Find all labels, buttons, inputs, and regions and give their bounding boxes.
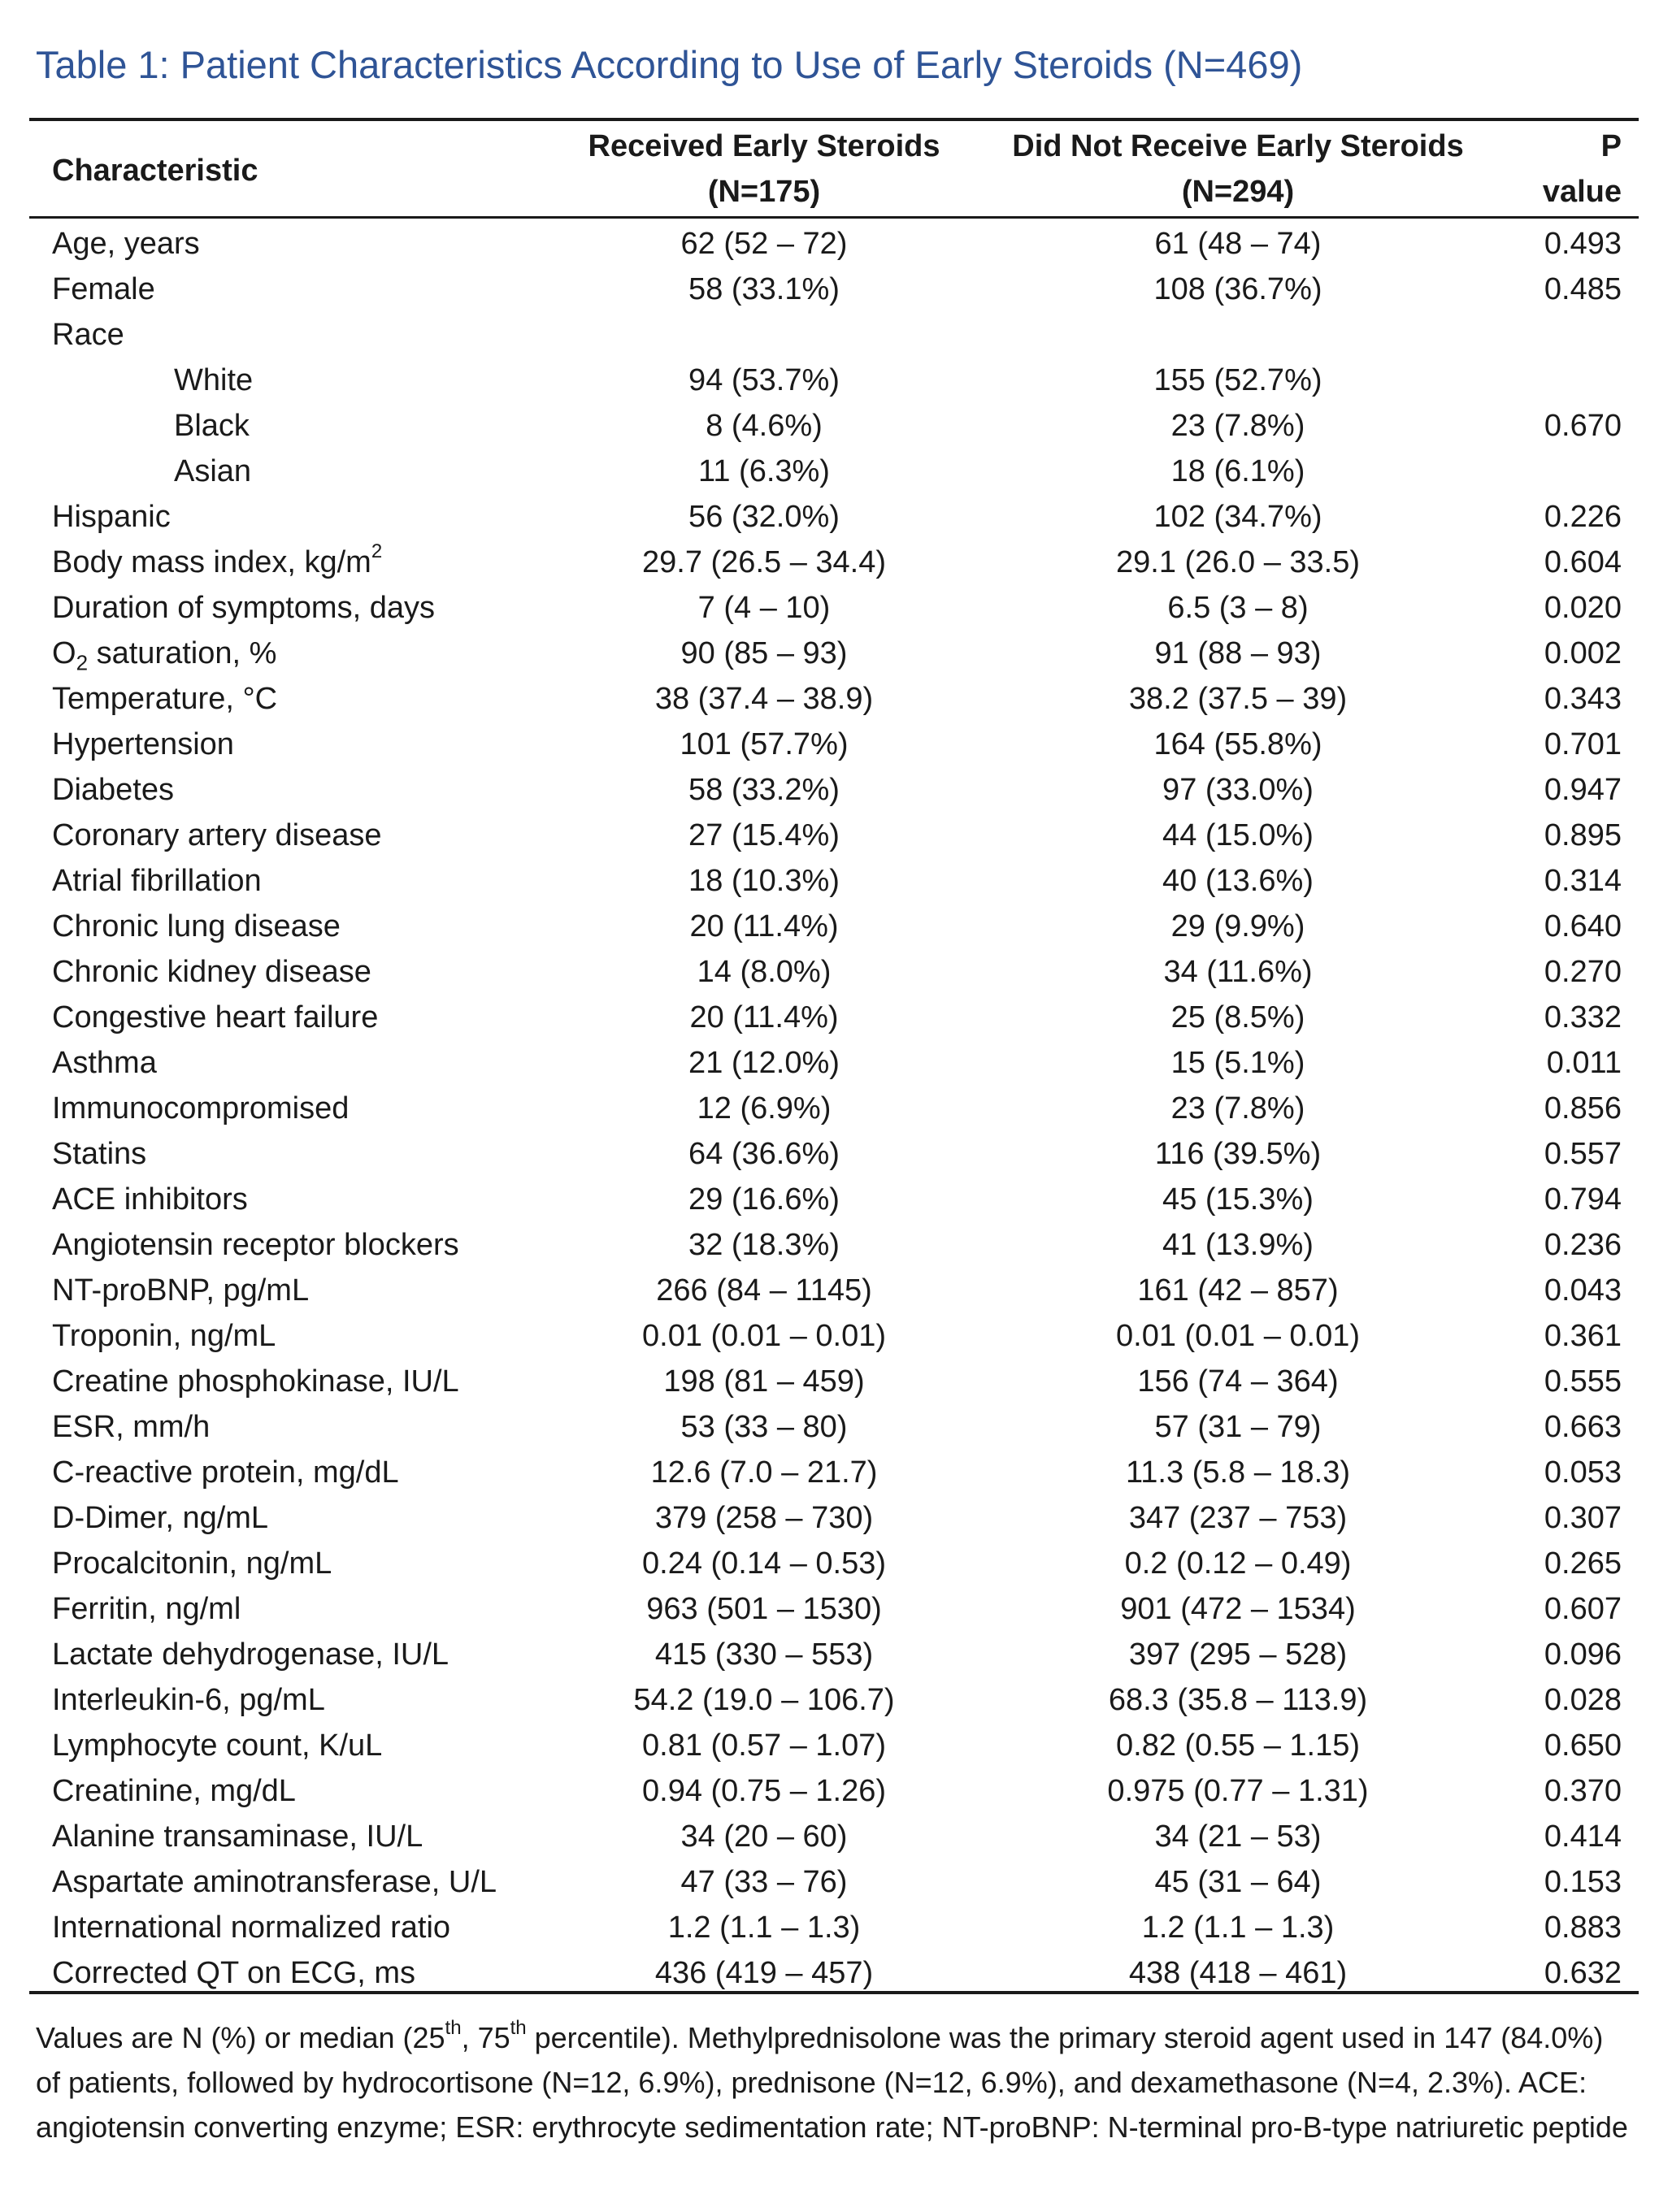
- table-row: [0, 813, 1672, 858]
- received-value: 11 (6.3%): [698, 454, 830, 488]
- row-label: [52, 1222, 459, 1268]
- received-value: 0.24 (0.14 – 0.53): [642, 1546, 886, 1581]
- table-row: [0, 1677, 1672, 1723]
- table-row: [0, 1450, 1672, 1495]
- p-value: 0.053: [1544, 1455, 1622, 1490]
- p-value: 0.236: [1544, 1228, 1622, 1262]
- table-row: [0, 1768, 1672, 1814]
- not-received-value: 34 (11.6%): [1163, 955, 1313, 989]
- table-row: [0, 1586, 1672, 1632]
- row-label-text: Coronary artery disease: [52, 818, 382, 852]
- p-value: 0.343: [1544, 682, 1622, 716]
- not-received-value: 0.2 (0.12 – 0.49): [1124, 1546, 1352, 1581]
- table-row: [0, 858, 1672, 904]
- not-received-value: 41 (13.9%): [1162, 1228, 1314, 1262]
- row-label-text: C-reactive protein, mg/dL: [52, 1455, 399, 1490]
- row-label-text: Lactate dehydrogenase, IU/L: [52, 1637, 449, 1672]
- row-label-text: NT-proBNP, pg/mL: [52, 1273, 310, 1308]
- p-value: 0.011: [1546, 1046, 1622, 1080]
- header-characteristic: Characteristic: [52, 154, 258, 188]
- p-value: 0.493: [1544, 227, 1622, 261]
- table-row: [0, 1814, 1672, 1859]
- not-received-value: 34 (21 – 53): [1154, 1819, 1322, 1854]
- row-label-subscript: 2: [76, 650, 89, 675]
- p-value: 0.670: [1544, 409, 1622, 443]
- not-received-value: 6.5 (3 – 8): [1167, 591, 1309, 625]
- row-label: [174, 449, 251, 494]
- table-row: [0, 1723, 1672, 1768]
- not-received-value: 102 (34.7%): [1153, 500, 1322, 534]
- not-received-value: 97 (33.0%): [1162, 773, 1314, 807]
- received-value: 0.81 (0.57 – 1.07): [642, 1728, 886, 1763]
- not-received-value: 57 (31 – 79): [1154, 1410, 1322, 1444]
- row-label-text: Angiotensin receptor blockers: [52, 1228, 459, 1262]
- p-value: 0.370: [1544, 1774, 1622, 1808]
- footnote-sup1: th: [445, 2017, 462, 2039]
- p-value: 0.043: [1544, 1273, 1622, 1308]
- p-value: 0.650: [1544, 1728, 1622, 1763]
- table-row: [0, 540, 1672, 585]
- received-value: 18 (10.3%): [688, 864, 840, 898]
- received-value: 58 (33.1%): [688, 272, 840, 306]
- table-row: [0, 358, 1672, 403]
- not-received-value: 25 (8.5%): [1170, 1000, 1305, 1034]
- not-received-value: 108 (36.7%): [1153, 272, 1322, 306]
- p-value: 0.153: [1544, 1865, 1622, 1899]
- row-label: [52, 1677, 325, 1723]
- not-received-value: 18 (6.1%): [1170, 454, 1305, 488]
- received-value: 94 (53.7%): [688, 363, 840, 397]
- p-value: 0.096: [1544, 1637, 1622, 1672]
- received-value: 12.6 (7.0 – 21.7): [650, 1455, 878, 1490]
- table-row: [0, 1222, 1672, 1268]
- row-label-text: Asian: [174, 454, 252, 488]
- received-value: 266 (84 – 1145): [656, 1273, 872, 1308]
- not-received-value: 0.01 (0.01 – 0.01): [1116, 1319, 1360, 1353]
- not-received-value: 23 (7.8%): [1170, 1091, 1305, 1126]
- not-received-value: 29 (9.9%): [1170, 909, 1305, 943]
- table-row: [0, 403, 1672, 449]
- not-received-value: 901 (472 – 1534): [1120, 1592, 1356, 1626]
- row-label: [52, 1086, 349, 1131]
- not-received-value: 397 (295 – 528): [1128, 1637, 1348, 1672]
- p-value: 0.028: [1544, 1683, 1622, 1717]
- table-row: [0, 312, 1672, 358]
- received-value: 1.2 (1.1 – 1.3): [667, 1911, 861, 1945]
- table-row: [0, 1404, 1672, 1450]
- table-title: Table 1: Patient Characteristics According to Use of Early Steroids (N=469): [36, 43, 1303, 86]
- row-label-text: Duration of symptoms, days: [52, 591, 435, 625]
- p-value: 0.332: [1544, 1000, 1622, 1034]
- row-label: [52, 221, 200, 267]
- row-label: [52, 1905, 450, 1950]
- not-received-value: 0.975 (0.77 – 1.31): [1107, 1774, 1369, 1808]
- header-rule: [29, 216, 1639, 219]
- row-label: [52, 1632, 449, 1677]
- row-label: [52, 1586, 241, 1632]
- not-received-value: 0.82 (0.55 – 1.15): [1116, 1728, 1360, 1763]
- row-label: [52, 1859, 497, 1905]
- bottom-rule: [29, 1991, 1639, 1994]
- not-received-value: 44 (15.0%): [1162, 818, 1314, 852]
- row-label: [52, 1313, 276, 1359]
- row-label-text: Congestive heart failure: [52, 1000, 379, 1034]
- row-label-text: Statins: [52, 1137, 147, 1171]
- row-label: [52, 312, 124, 358]
- header-p-value: [1543, 124, 1622, 215]
- p-value: 0.485: [1544, 272, 1622, 306]
- table-row: [0, 1086, 1672, 1131]
- received-value: 415 (330 – 553): [654, 1637, 874, 1672]
- received-value: 20 (11.4%): [689, 1000, 839, 1034]
- received-value: 64 (36.6%): [688, 1137, 840, 1171]
- row-label-text: D-Dimer, ng/mL: [52, 1501, 269, 1535]
- table-row: [0, 1177, 1672, 1222]
- row-label-text: Chronic kidney disease: [52, 955, 371, 989]
- not-received-value: 156 (74 – 364): [1137, 1364, 1339, 1399]
- row-label: [52, 858, 262, 904]
- row-label: [52, 494, 171, 540]
- received-value: 963 (501 – 1530): [646, 1592, 882, 1626]
- row-label-superscript: 2: [371, 540, 383, 563]
- p-value: 0.020: [1544, 591, 1622, 625]
- row-label: [52, 676, 277, 722]
- row-label-text: Aspartate aminotransferase, U/L: [52, 1865, 497, 1899]
- not-received-value: 23 (7.8%): [1170, 409, 1305, 443]
- received-value: 29 (16.6%): [688, 1182, 840, 1217]
- p-value: 0.226: [1544, 500, 1622, 534]
- row-label-text: Immunocompromised: [52, 1091, 350, 1126]
- header-p-line1: P: [1600, 129, 1622, 163]
- received-value: 53 (33 – 80): [680, 1410, 848, 1444]
- table-row: [0, 1131, 1672, 1177]
- row-label: [52, 1177, 248, 1222]
- row-label: [52, 1768, 296, 1814]
- received-value: 62 (52 – 72): [680, 227, 848, 261]
- row-label-prefix: O: [52, 636, 76, 670]
- not-received-value: 347 (237 – 753): [1128, 1501, 1348, 1535]
- p-value: 0.895: [1544, 818, 1622, 852]
- not-received-value: 45 (15.3%): [1162, 1182, 1314, 1217]
- table-row: [0, 995, 1672, 1040]
- p-value: 0.856: [1544, 1091, 1622, 1126]
- received-value: 101 (57.7%): [680, 727, 849, 761]
- row-label-text: Interleukin-6, pg/mL: [52, 1683, 325, 1717]
- row-label: [52, 1268, 309, 1313]
- not-received-value: 164 (55.8%): [1153, 727, 1322, 761]
- p-value: 0.307: [1544, 1501, 1622, 1535]
- p-value: 0.640: [1544, 909, 1622, 943]
- table-row: [0, 221, 1672, 267]
- footnote-part1: Values are N (%) or median (25: [36, 2021, 445, 2054]
- row-label: [174, 403, 250, 449]
- row-label-text: Troponin, ng/mL: [52, 1319, 276, 1353]
- not-received-value: 161 (42 – 857): [1137, 1273, 1339, 1308]
- table-row: [0, 494, 1672, 540]
- table-row: [0, 267, 1672, 312]
- table-row: [0, 1359, 1672, 1404]
- row-label-text: ACE inhibitors: [52, 1182, 248, 1217]
- received-value: 0.94 (0.75 – 1.26): [642, 1774, 886, 1808]
- header-p-line2: value: [1542, 175, 1622, 209]
- p-value: 0.607: [1544, 1592, 1622, 1626]
- received-value: 27 (15.4%): [688, 818, 840, 852]
- received-value: 20 (11.4%): [689, 909, 839, 943]
- received-value: 436 (419 – 457): [654, 1956, 874, 1990]
- row-label: [52, 722, 234, 767]
- row-label: [52, 1950, 415, 1996]
- row-label-text: ESR, mm/h: [52, 1410, 211, 1444]
- received-value: 90 (85 – 93): [680, 636, 848, 670]
- table-footnote: [36, 2015, 1629, 2149]
- table-row: [0, 631, 1672, 676]
- row-label-text: Corrected QT on ECG, ms: [52, 1956, 415, 1990]
- received-value: 12 (6.9%): [697, 1091, 832, 1126]
- received-value: 379 (258 – 730): [654, 1501, 874, 1535]
- table-row: [0, 1541, 1672, 1586]
- table-row: [0, 1905, 1672, 1950]
- header-col2-line1: Did Not Receive Early Steroids: [1012, 129, 1464, 163]
- row-label-text: Female: [52, 272, 155, 306]
- header-col1-line2: (N=175): [707, 175, 821, 209]
- not-received-value: 1.2 (1.1 – 1.3): [1141, 1911, 1335, 1945]
- not-received-value: 29.1 (26.0 – 33.5): [1116, 545, 1360, 579]
- row-label: [174, 358, 253, 403]
- footnote-part2: , 75: [461, 2021, 510, 2054]
- row-label: [52, 1541, 332, 1586]
- row-label-text: Age, years: [52, 227, 200, 261]
- table-row: [0, 1495, 1672, 1541]
- row-label: [52, 813, 382, 858]
- row-label-text: saturation, %: [88, 636, 277, 670]
- row-label: [52, 1040, 157, 1086]
- table-row: [0, 1268, 1672, 1313]
- row-label-text: Creatinine, mg/dL: [52, 1774, 296, 1808]
- not-received-value: 40 (13.6%): [1162, 864, 1314, 898]
- received-value: 38 (37.4 – 38.9): [654, 682, 874, 716]
- footnote-sup2: th: [510, 2017, 527, 2039]
- received-value: 58 (33.2%): [688, 773, 840, 807]
- row-label-text: Asthma: [52, 1046, 157, 1080]
- received-value: 54.2 (19.0 – 106.7): [633, 1683, 895, 1717]
- row-label: [52, 904, 341, 949]
- footnote-part3: percentile). Methylprednisolone was the primary steroid agent used in 147 (84.0%) of patients, followed by hydrocortisone (N=12, 6.9%), prednisone (N=12, 6.9%), and dexamethasone (N=4, 2.3%). ACE: angiotensin converting enzyme; ESR: erythrocyte sedimentation rate; NT-proBNP: N-terminal pro-B-type natriuretic peptide: [36, 2021, 1628, 2144]
- row-label-text: Body mass index, kg/m: [52, 545, 371, 579]
- row-label-text: Chronic lung disease: [52, 909, 341, 943]
- not-received-value: 38.2 (37.5 – 39): [1128, 682, 1348, 716]
- row-label: [52, 767, 174, 813]
- row-label-text: Creatine phosphokinase, IU/L: [52, 1364, 459, 1399]
- table-row: [0, 1632, 1672, 1677]
- not-received-value: 116 (39.5%): [1154, 1137, 1322, 1171]
- received-value: 56 (32.0%): [688, 500, 840, 534]
- table-row: [0, 767, 1672, 813]
- table-row: [0, 1040, 1672, 1086]
- header-col1-line1: Received Early Steroids: [588, 129, 940, 163]
- p-value: 0.883: [1544, 1911, 1622, 1945]
- not-received-value: 438 (418 – 461): [1128, 1956, 1348, 1990]
- table-row: [0, 1313, 1672, 1359]
- row-label: [52, 1814, 423, 1859]
- p-value: 0.701: [1544, 727, 1622, 761]
- row-label: [52, 631, 276, 676]
- p-value: 0.555: [1544, 1364, 1622, 1399]
- received-value: 29.7 (26.5 – 34.4): [642, 545, 886, 579]
- row-label-text: Procalcitonin, ng/mL: [52, 1546, 332, 1581]
- table-row: [0, 676, 1672, 722]
- p-value: 0.265: [1544, 1546, 1622, 1581]
- p-value: 0.314: [1544, 864, 1622, 898]
- received-value: 14 (8.0%): [697, 955, 832, 989]
- row-label: [52, 540, 382, 585]
- row-label: [52, 995, 378, 1040]
- row-label: [52, 1723, 382, 1768]
- p-value: 0.361: [1544, 1319, 1622, 1353]
- p-value: 0.557: [1544, 1137, 1622, 1171]
- row-label: [52, 1359, 459, 1404]
- table-row: [0, 449, 1672, 494]
- p-value: 0.414: [1544, 1819, 1622, 1854]
- row-label-text: Temperature, °C: [52, 682, 278, 716]
- table-row: [0, 722, 1672, 767]
- not-received-value: 11.3 (5.8 – 18.3): [1125, 1455, 1351, 1490]
- header-col2-line2: (N=294): [1181, 175, 1295, 209]
- row-label: [52, 949, 371, 995]
- p-value: 0.663: [1544, 1410, 1622, 1444]
- row-label: [52, 267, 155, 312]
- row-label-text: Race: [52, 318, 124, 352]
- p-value: 0.002: [1544, 636, 1622, 670]
- table-row: [0, 904, 1672, 949]
- table-row: [0, 949, 1672, 995]
- row-label-text: Lymphocyte count, K/uL: [52, 1728, 383, 1763]
- top-rule: [29, 118, 1639, 121]
- row-label: [52, 585, 435, 631]
- not-received-value: 91 (88 – 93): [1154, 636, 1322, 670]
- row-label-text: Hypertension: [52, 727, 234, 761]
- received-value: 198 (81 – 459): [663, 1364, 865, 1399]
- p-value: 0.632: [1544, 1956, 1622, 1990]
- row-label: [52, 1404, 210, 1450]
- table-row: [0, 1950, 1672, 1996]
- received-value: 34 (20 – 60): [680, 1819, 848, 1854]
- not-received-value: 45 (31 – 64): [1154, 1865, 1322, 1899]
- received-value: 32 (18.3%): [688, 1228, 840, 1262]
- p-value: 0.604: [1544, 545, 1622, 579]
- row-label-text: Alanine transaminase, IU/L: [52, 1819, 423, 1854]
- row-label: [52, 1450, 399, 1495]
- not-received-value: 61 (48 – 74): [1154, 227, 1322, 261]
- row-label-text: Black: [174, 409, 250, 443]
- row-label-text: Diabetes: [52, 773, 174, 807]
- received-value: 47 (33 – 76): [680, 1865, 848, 1899]
- table-row: [0, 1859, 1672, 1905]
- row-label: [52, 1131, 146, 1177]
- table-row: [0, 585, 1672, 631]
- row-label-text: International normalized ratio: [52, 1911, 451, 1945]
- row-label-text: White: [174, 363, 254, 397]
- received-value: 8 (4.6%): [706, 409, 823, 443]
- p-value: 0.947: [1544, 773, 1622, 807]
- received-value: 21 (12.0%): [688, 1046, 840, 1080]
- not-received-value: 155 (52.7%): [1153, 363, 1322, 397]
- row-label-text: Ferritin, ng/ml: [52, 1592, 241, 1626]
- p-value: 0.794: [1544, 1182, 1622, 1217]
- not-received-value: 15 (5.1%): [1170, 1046, 1305, 1080]
- not-received-value: 68.3 (35.8 – 113.9): [1108, 1683, 1368, 1717]
- row-label-text: Atrial fibrillation: [52, 864, 262, 898]
- p-value: 0.270: [1544, 955, 1622, 989]
- received-value: 7 (4 – 10): [697, 591, 831, 625]
- row-label-text: Hispanic: [52, 500, 171, 534]
- row-label: [52, 1495, 268, 1541]
- received-value: 0.01 (0.01 – 0.01): [642, 1319, 886, 1353]
- table-body: [0, 221, 1672, 1996]
